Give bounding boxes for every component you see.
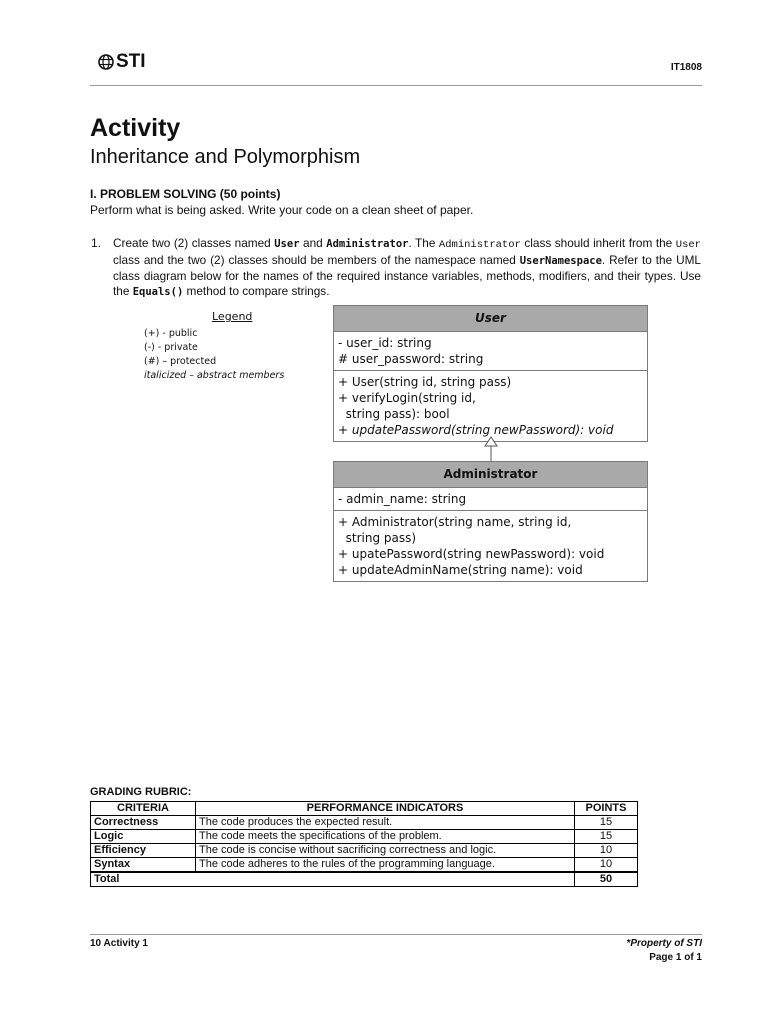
indicator-cell: The code adheres to the rules of the programming language.	[196, 858, 575, 873]
uml-field: # user_password: string	[338, 352, 484, 366]
legend-item-protected: (#) – protected	[144, 356, 217, 367]
criteria-cell: Logic	[91, 830, 196, 844]
criteria-cell: Efficiency	[91, 844, 196, 858]
question-number: 1.	[91, 236, 102, 250]
uml-method: + verifyLogin(string id,	[338, 391, 476, 405]
legend-item-private: (-) - private	[144, 342, 198, 353]
header-divider	[90, 85, 702, 86]
uml-method: + updateAdminName(string name): void	[338, 563, 583, 577]
table-row	[91, 830, 638, 844]
page-subtitle: Inheritance and Polymorphism	[90, 146, 361, 168]
table-row	[91, 844, 638, 858]
points-cell: 10	[575, 858, 638, 873]
uml-field: - admin_name: string	[338, 492, 467, 506]
rubric-header-row	[91, 802, 638, 816]
column-header: POINTS	[575, 802, 638, 816]
legend-list	[144, 327, 284, 383]
uml-fields	[334, 332, 647, 371]
uml-field: - user_id: string	[338, 336, 432, 350]
section-instruction: Perform what is being asked. Write your code on a clean sheet of paper.	[90, 203, 474, 217]
uml-methods	[334, 371, 647, 441]
indicator-cell: The code is concise without sacrificing correctness and logic.	[196, 844, 575, 858]
total-blank	[196, 872, 575, 887]
uml-abstract-method: + updatePassword(string newPassword): void	[338, 423, 614, 437]
footer-doc-label: 10 Activity 1	[90, 938, 148, 949]
column-header: PERFORMANCE INDICATORS	[196, 802, 575, 816]
page-title: Activity	[90, 114, 181, 142]
rubric-table	[90, 801, 638, 887]
footer-divider	[90, 934, 702, 935]
points-cell: 15	[575, 830, 638, 844]
sti-logo	[98, 51, 146, 73]
total-row	[91, 872, 638, 887]
footer-page-number: Page 1 of 1	[649, 952, 702, 963]
table-row	[91, 816, 638, 830]
namespace-name: UserNamespace	[519, 255, 602, 267]
uml-method: + upatePassword(string newPassword): void	[338, 547, 605, 561]
legend-title: Legend	[212, 310, 253, 323]
uml-class-user	[333, 305, 648, 442]
footer-property: *Property of STI	[626, 938, 702, 949]
column-header: CRITERIA	[91, 802, 196, 816]
section-heading: I. PROBLEM SOLVING (50 points)	[90, 187, 281, 201]
equals-method: Equals()	[132, 286, 184, 298]
uml-method: + Administrator(string name, string id,	[338, 515, 572, 529]
globe-icon	[98, 54, 114, 70]
indicator-cell: The code meets the specifications of the problem.	[196, 830, 575, 844]
uml-method: + User(string id, string pass)	[338, 375, 512, 389]
user-class-name: User	[274, 238, 300, 250]
uml-method: string pass)	[338, 531, 417, 545]
admin-class-mono: Administrator	[438, 239, 521, 251]
table-row	[91, 858, 638, 873]
question-text: Create two (2) classes named User and Administrator. The Administrator class should inherit from the User class and the two (2) classes should be members of the namespace named UserNamespace. Refer to the UML class diagram below for the names of the required instance variables, methods, modifiers, and their types. Use the Equals() method to compare strings.	[113, 236, 701, 298]
user-class-mono: User	[675, 239, 701, 251]
criteria-cell: Correctness	[91, 816, 196, 830]
uml-class-name: Administrator	[334, 462, 647, 488]
legend-item-public: (+) - public	[144, 328, 198, 339]
indicator-cell: The code produces the expected result.	[196, 816, 575, 830]
uml-class-administrator	[333, 461, 648, 582]
total-points: 50	[575, 872, 638, 887]
total-label: Total	[91, 872, 196, 887]
logo-text: STI	[116, 51, 146, 72]
uml-class-name: User	[334, 306, 647, 332]
uml-methods	[334, 511, 647, 581]
course-code: IT1808	[670, 62, 702, 73]
rubric-heading: GRADING RUBRIC:	[90, 786, 192, 798]
uml-fields	[334, 488, 647, 511]
admin-class-name: Administrator	[326, 238, 409, 250]
criteria-cell: Syntax	[91, 858, 196, 873]
legend-item-abstract: italicized – abstract members	[144, 370, 285, 381]
uml-method: string pass): bool	[338, 407, 450, 421]
points-cell: 15	[575, 816, 638, 830]
inheritance-arrow-icon	[483, 436, 499, 462]
points-cell: 10	[575, 844, 638, 858]
